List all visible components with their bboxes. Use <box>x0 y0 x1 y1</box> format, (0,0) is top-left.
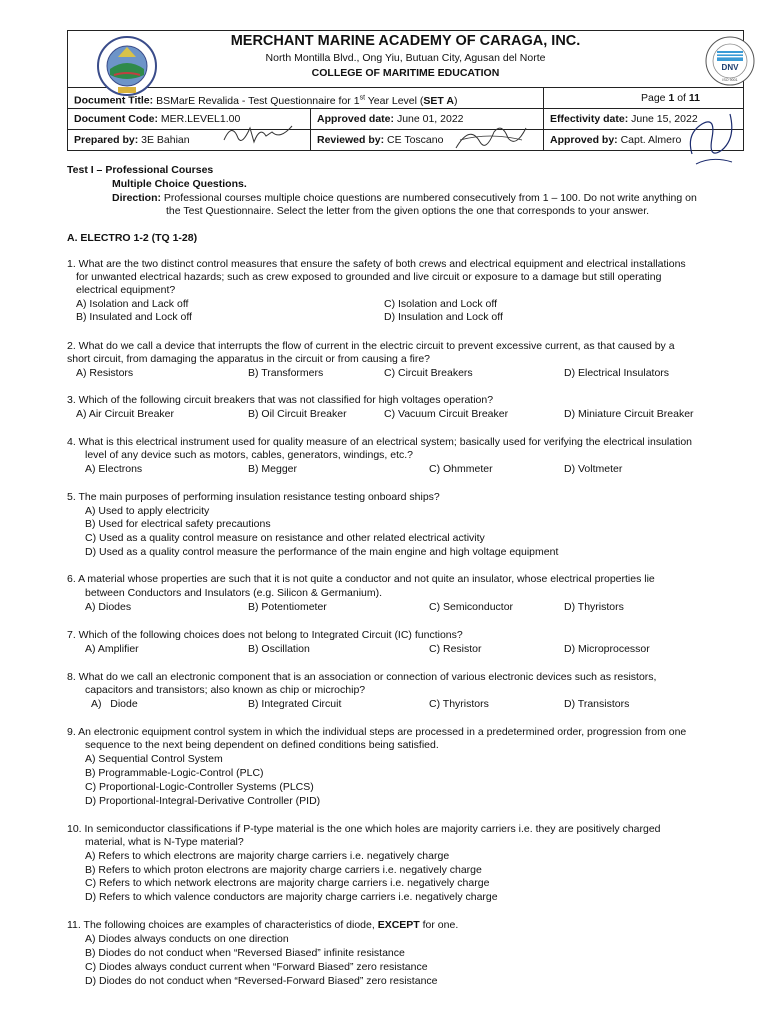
test-title: Test I – Professional Courses <box>67 164 214 176</box>
approved-date-label: Approved date: <box>317 113 395 125</box>
question-1-option-a: A) Isolation and Lack off <box>76 298 189 310</box>
question-9-option-b: B) Programmable-Logic-Control (PLC) <box>85 767 264 779</box>
question-7-option-a: A) Amplifier <box>85 643 139 655</box>
question-9-option-d: D) Proportional-Integral-Derivative Controller (PID) <box>85 795 321 807</box>
header-title-block <box>68 31 743 88</box>
question-6-option-b: B) Potentiometer <box>248 601 327 613</box>
svg-text:DNV: DNV <box>721 63 739 72</box>
question-1-line-3: electrical equipment? <box>76 284 176 296</box>
question-3-option-d: D) Miniature Circuit Breaker <box>564 408 694 420</box>
direction-text-1: Professional courses multiple choice questions are numbered consecutively from 1 – 100. Do not write anything on <box>161 192 697 204</box>
question-1-line-2: for unwanted electrical hazards; such as crew exposed to grounded and live circuit or exposure to a damage but still operating <box>76 271 662 283</box>
question-11-text-end: for one. <box>419 919 459 931</box>
organization-name: MERCHANT MARINE ACADEMY OF CARAGA, INC. <box>230 33 581 49</box>
prepared-by-cell <box>68 130 308 150</box>
approved-date-value: June 01, 2022 <box>396 113 464 125</box>
question-4-line-2: level of any device such as motors, cables, generators, windings, etc.? <box>85 449 414 461</box>
question-10-option-a: A) Refers to which electrons are majority charge carriers i.e. negatively charge <box>85 850 450 862</box>
question-11-option-a: A) Diodes always conducts on one direction <box>85 933 289 945</box>
question-7-option-d: D) Microprocessor <box>564 643 650 655</box>
question-5-line-1: 5. The main purposes of performing insulation resistance testing onboard ships? <box>67 491 440 503</box>
question-2-option-a: A) Resistors <box>76 367 134 379</box>
header-row-title <box>68 88 743 109</box>
question-9-option-c: C) Proportional-Logic-Controller Systems (PLCS) <box>85 781 314 793</box>
direction-line-1 <box>112 192 697 206</box>
question-4-option-c: C) Ohmmeter <box>429 463 493 475</box>
document-title-value: BSMarE Revalida - Test Questionnaire for 1st Year Level (SET A) <box>156 94 458 107</box>
question-8-option-d: D) Transistors <box>564 698 630 710</box>
header-row-signatories <box>68 130 743 150</box>
effectivity-date-cell <box>544 109 744 129</box>
question-4-line-1: 4. What is this electrical instrument used for quality measure of an electrical system; basically used for verifying the electrical insulation <box>67 436 693 448</box>
effectivity-date-value: June 15, 2022 <box>631 113 698 125</box>
direction-line-2: the Test Questionnaire. Select the letter from the given options the one that corresponds to your answer. <box>166 205 650 217</box>
question-8-option-b: B) Integrated Circuit <box>248 698 342 710</box>
page-of: of <box>677 92 686 104</box>
question-3-option-b: B) Oil Circuit Breaker <box>248 408 347 420</box>
header-row-codes <box>68 109 743 130</box>
question-5-option-b: B) Used for electrical safety precautions <box>85 518 271 530</box>
page-current: 1 <box>668 92 675 104</box>
question-7-option-b: B) Oscillation <box>248 643 310 655</box>
question-8-option-a: A) Diode <box>91 698 138 710</box>
question-1-option-b: B) Insulated and Lock off <box>76 311 192 323</box>
question-6-line-2: between Conductors and Insulators (e.g. Silicon & Germanium). <box>85 587 383 599</box>
document-code-cell <box>68 109 308 129</box>
document-title-cell <box>68 88 628 108</box>
question-11-option-c: C) Diodes always conduct current when “Forward Biased” zero resistance <box>85 961 428 973</box>
question-9-line-2: sequence to the next being dependent on defined conditions being satisfied. <box>85 739 439 751</box>
question-2-line-2: short circuit, from damaging the apparatus in the circuit or from causing a fire? <box>67 353 430 365</box>
effectivity-date-label: Effectivity date: <box>550 113 629 125</box>
prepared-by-value: 3E Bahian <box>141 134 190 146</box>
section-heading: A. ELECTRO 1-2 (TQ 1-28) <box>67 232 198 244</box>
mcq-heading: Multiple Choice Questions. <box>112 178 247 190</box>
direction-label: Direction: <box>112 192 162 204</box>
page-number-cell <box>635 88 745 108</box>
question-1-line-1: 1. What are the two distinct control measures that ensure the safety of both crews and electrical equipment and electrical installations <box>67 258 686 270</box>
approved-date-cell <box>311 109 543 129</box>
question-2-option-c: C) Circuit Breakers <box>384 367 473 379</box>
question-5-option-a: A) Used to apply electricity <box>85 505 210 517</box>
question-6-option-c: C) Semiconductor <box>429 601 514 613</box>
question-8-line-2: capacitors and transistors; also known as chip or microchip? <box>85 684 366 696</box>
question-2-line-1: 2. What do we call a device that interrupts the flow of current in the electric circuit to prevent excessive current, as that caused by a <box>67 340 675 352</box>
question-1-option-d: D) Insulation and Lock off <box>384 311 503 323</box>
question-6-option-d: D) Thyristors <box>564 601 624 613</box>
reviewed-by-value: CE Toscano <box>387 134 444 146</box>
question-11-option-b: B) Diodes do not conduct when “Reversed Biased” infinite resistance <box>85 947 405 959</box>
question-11-except: EXCEPT <box>377 919 420 931</box>
approved-by-value: Capt. Almero <box>620 134 682 146</box>
svg-text:ISO 9001: ISO 9001 <box>722 78 738 82</box>
question-10-line-2: material, what is N-Type material? <box>85 836 244 848</box>
question-10-option-b: B) Refers to which proton electrons are majority charge carriers i.e. negatively charge <box>85 864 482 876</box>
page-total: 11 <box>688 92 701 104</box>
question-5-option-d: D) Used as a quality control measure the performance of the main engine and high voltage equipment <box>85 546 559 558</box>
question-10-line-1: 10. In semiconductor classifications if P-type material is the one which holes are majority carriers i.e. they are positively charged <box>67 823 661 835</box>
approved-by-label: Approved by: <box>550 134 618 146</box>
question-11-text: 11. The following choices are examples of characteristics of diode, <box>67 919 378 931</box>
document-title-label: Document Title: <box>74 94 154 107</box>
question-3-option-a: A) Air Circuit Breaker <box>76 408 175 420</box>
question-3-option-c: C) Vacuum Circuit Breaker <box>384 408 509 420</box>
question-10-option-c: C) Refers to which network electrons are majority charge carriers i.e. negatively charge <box>85 877 490 889</box>
question-11-line-1 <box>67 919 458 933</box>
reviewed-by-cell <box>311 130 543 150</box>
question-1-option-c: C) Isolation and Lock off <box>384 298 498 310</box>
question-6-option-a: A) Diodes <box>85 601 132 613</box>
question-4-option-a: A) Electrons <box>85 463 143 475</box>
question-8-line-1: 8. What do we call an electronic component that is an association or connection of various electronic devices such as resistors, <box>67 671 657 683</box>
question-7-option-c: C) Resistor <box>429 643 482 655</box>
dnv-certification-logo <box>704 35 756 87</box>
document-code-label: Document Code: <box>74 113 158 125</box>
question-7-line-1: 7. Which of the following choices does not belong to Integrated Circuit (IC) functions? <box>67 629 463 641</box>
question-5-option-c: C) Used as a quality control measure on resistance and other related electrical activity <box>85 532 485 544</box>
document-header <box>67 30 744 151</box>
question-4-option-d: D) Voltmeter <box>564 463 623 475</box>
question-11-option-d: D) Diodes do not conduct when “Reversed-Forward Biased” zero resistance <box>85 975 438 987</box>
question-8-option-c: C) Thyristors <box>429 698 489 710</box>
question-6-line-1: 6. A material whose properties are such that it is not quite a conductor and not quite an insulator, whose electrical properties lie <box>67 573 655 585</box>
question-4-option-b: B) Megger <box>248 463 298 475</box>
question-9-option-a: A) Sequential Control System <box>85 753 223 765</box>
reviewed-by-label: Reviewed by: <box>317 134 385 146</box>
question-2-option-b: B) Transformers <box>248 367 324 379</box>
college-name: COLLEGE OF MARITIME EDUCATION <box>311 67 500 79</box>
document-code-value: MER.LEVEL1.00 <box>160 113 241 125</box>
approved-by-cell <box>544 130 744 150</box>
question-3-line-1: 3. Which of the following circuit breakers that was not classified for high voltages operation? <box>67 394 494 406</box>
page-label: Page <box>641 92 666 104</box>
prepared-by-label: Prepared by: <box>74 134 139 146</box>
question-2-option-d: D) Electrical Insulators <box>564 367 670 379</box>
question-9-line-1: 9. An electronic equipment control system in which the individual steps are processed in a predetermined order, progression from one <box>67 726 687 738</box>
question-10-option-d: D) Refers to which valence conductors are majority charge carriers i.e. negatively charge <box>85 891 498 903</box>
organization-address: North Montilla Blvd., Ong Yiu, Butuan City, Agusan del Norte <box>265 52 546 64</box>
